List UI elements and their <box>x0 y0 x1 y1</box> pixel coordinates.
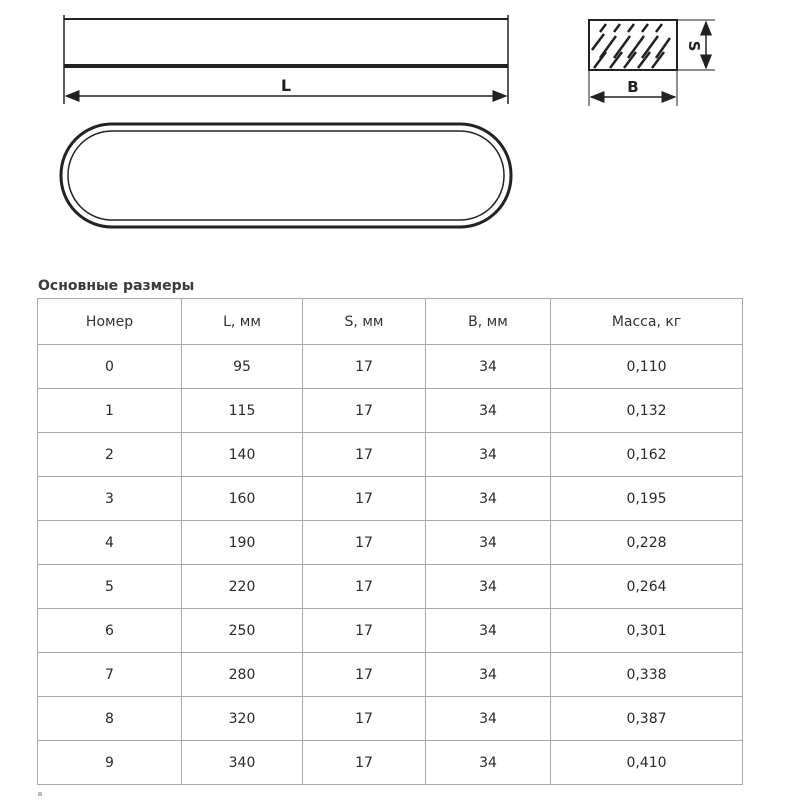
header-thickness: S, мм <box>303 299 426 345</box>
cell-width: 34 <box>426 697 551 741</box>
cell-width: 34 <box>426 653 551 697</box>
cell-thickness: 17 <box>303 609 426 653</box>
table-row <box>38 609 743 653</box>
table-row <box>38 477 743 521</box>
cell-length: 140 <box>182 433 303 477</box>
cell-mass: 0,338 <box>551 653 743 697</box>
cell-thickness: 17 <box>303 565 426 609</box>
table-row <box>38 345 743 389</box>
top-view <box>61 124 511 227</box>
header-width: B, мм <box>426 299 551 345</box>
side-view <box>64 15 508 104</box>
cell-number: 5 <box>38 565 182 609</box>
cell-thickness: 17 <box>303 697 426 741</box>
cell-width: 34 <box>426 389 551 433</box>
cell-width: 34 <box>426 433 551 477</box>
table-row <box>38 697 743 741</box>
table-row <box>38 389 743 433</box>
cell-mass: 0,410 <box>551 741 743 785</box>
header-number: Номер <box>38 299 182 345</box>
cell-number: 9 <box>38 741 182 785</box>
table-header-row <box>38 299 743 345</box>
width-label: B <box>627 78 639 96</box>
cell-length: 280 <box>182 653 303 697</box>
technical-drawing <box>0 0 800 270</box>
table-body <box>38 345 743 785</box>
cell-thickness: 17 <box>303 433 426 477</box>
table-row <box>38 653 743 697</box>
cell-number: 0 <box>38 345 182 389</box>
thickness-label: S <box>685 40 703 52</box>
cell-number: 8 <box>38 697 182 741</box>
table-row <box>38 433 743 477</box>
cell-thickness: 17 <box>303 345 426 389</box>
cell-number: 3 <box>38 477 182 521</box>
cell-mass: 0,264 <box>551 565 743 609</box>
cell-thickness: 17 <box>303 741 426 785</box>
cell-mass: 0,301 <box>551 609 743 653</box>
length-label: L <box>280 76 292 95</box>
cell-length: 250 <box>182 609 303 653</box>
cell-number: 6 <box>38 609 182 653</box>
dimensions-table <box>37 298 743 785</box>
header-mass: Масса, кг <box>551 299 743 345</box>
cell-number: 1 <box>38 389 182 433</box>
cell-number: 2 <box>38 433 182 477</box>
cell-number: 7 <box>38 653 182 697</box>
cell-width: 34 <box>426 477 551 521</box>
cell-number: 4 <box>38 521 182 565</box>
table-row <box>38 521 743 565</box>
table-row <box>38 741 743 785</box>
cell-thickness: 17 <box>303 653 426 697</box>
cell-mass: 0,387 <box>551 697 743 741</box>
cell-mass: 0,132 <box>551 389 743 433</box>
cell-width: 34 <box>426 741 551 785</box>
cell-width: 34 <box>426 345 551 389</box>
cell-mass: 0,195 <box>551 477 743 521</box>
table-row <box>38 565 743 609</box>
cell-length: 320 <box>182 697 303 741</box>
cell-thickness: 17 <box>303 389 426 433</box>
cell-length: 220 <box>182 565 303 609</box>
cell-length: 115 <box>182 389 303 433</box>
cell-thickness: 17 <box>303 521 426 565</box>
footnote-mark <box>38 792 42 796</box>
cell-width: 34 <box>426 565 551 609</box>
cell-width: 34 <box>426 521 551 565</box>
cell-mass: 0,110 <box>551 345 743 389</box>
cell-length: 160 <box>182 477 303 521</box>
cell-length: 190 <box>182 521 303 565</box>
cell-width: 34 <box>426 609 551 653</box>
section-title: Основные размеры <box>38 278 195 294</box>
cell-length: 95 <box>182 345 303 389</box>
cell-length: 340 <box>182 741 303 785</box>
cross-section <box>589 20 715 106</box>
header-length: L, мм <box>182 299 303 345</box>
cell-mass: 0,162 <box>551 433 743 477</box>
cell-thickness: 17 <box>303 477 426 521</box>
cell-mass: 0,228 <box>551 521 743 565</box>
